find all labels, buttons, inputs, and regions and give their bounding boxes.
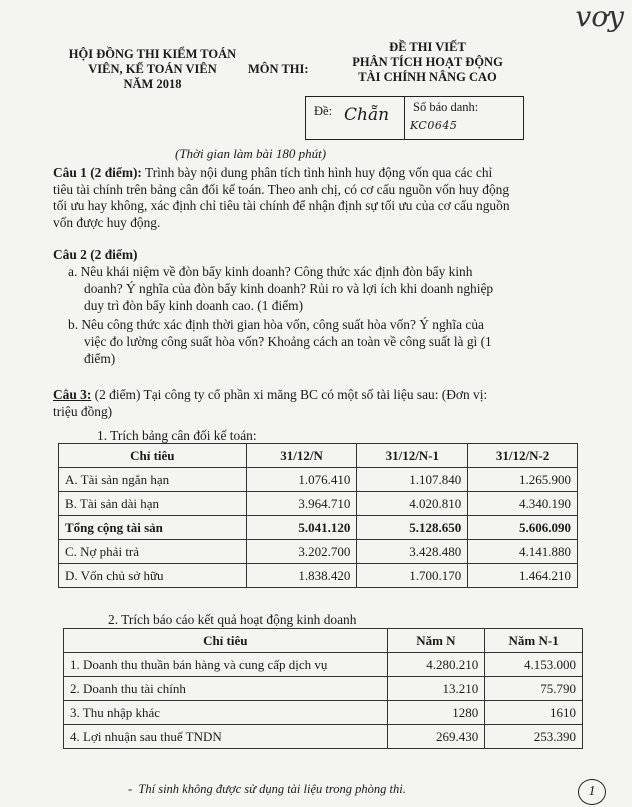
cell-value: 4.153.000 (485, 653, 583, 677)
question-3-label: Câu 3: (53, 387, 92, 402)
row-label: D. Vốn chủ sở hữu (59, 564, 247, 588)
table-header-row (64, 629, 583, 653)
question-2a (68, 264, 568, 314)
question-2-label (53, 247, 573, 264)
candidate-number-label: Số báo danh: (413, 100, 479, 114)
subject-label: MÔN THI: (248, 62, 309, 76)
cell-value: 269.430 (387, 725, 485, 749)
table-row (64, 725, 583, 749)
question-2b-line-1: b. Nêu công thức xác định thời gian hòa vốn, công suất hòa vốn? Ý nghĩa của (68, 317, 484, 332)
row-label: 1. Doanh thu thuần bán hàng và cung cấp dịch vụ (64, 653, 388, 677)
table-row (59, 540, 578, 564)
cell-value: 4.020.810 (357, 492, 468, 516)
table-row (59, 564, 578, 588)
table-1-caption: 1. Trích bảng cân đối kế toán: (97, 428, 257, 443)
header-year-n-1: 31/12/N-1 (357, 444, 468, 468)
header-year-n-2: 31/12/N-2 (468, 444, 578, 468)
table-row (64, 677, 583, 701)
question-1-line-2: tiêu tài chính trên bảng cân đối kế toán. Theo anh chị, có cơ cấu nguồn vốn huy động (53, 181, 510, 197)
cell-value: 1.076.410 (246, 468, 357, 492)
cell-value: 4.340.190 (468, 492, 578, 516)
header-nam-n-1: Năm N-1 (485, 629, 583, 653)
question-2b (68, 317, 568, 367)
table-row-total (59, 516, 578, 540)
table-row (64, 701, 583, 725)
cell-value: 3.202.700 (246, 540, 357, 564)
table-header-row (59, 444, 578, 468)
question-2b-line-2: việc đo lường công suất hòa vốn? Khoảng cách an toàn về công suất là gì (1 (84, 333, 492, 349)
income-statement-table (63, 628, 583, 749)
exam-code-box (305, 96, 524, 140)
exam-title (320, 40, 535, 85)
footer-note-text: Thí sinh không được sử dụng tài liệu trong phòng thi. (138, 782, 406, 796)
cell-value: 4.280.210 (387, 653, 485, 677)
page-number: 1 (578, 779, 606, 805)
cell-value: 13.210 (387, 677, 485, 701)
exam-title-line-2: PHÂN TÍCH HOẠT ĐỘNG (352, 55, 503, 69)
cell-value: 1280 (387, 701, 485, 725)
question-1-line-1: Trình bày nội dung phân tích tình hình huy động vốn qua các chỉ (145, 165, 493, 180)
question-1 (53, 165, 573, 231)
row-label: B. Tài sản dài hạn (59, 492, 247, 516)
question-2a-line-2: doanh? Ý nghĩa của đòn bẩy kinh doanh? Rủi ro và lợi ích khi doanh nghiệp (84, 280, 494, 296)
balance-sheet-table (58, 443, 578, 588)
cell-value: 1.107.840 (357, 468, 468, 492)
handwritten-scribble: vơy (575, 0, 624, 33)
question-3 (53, 387, 573, 420)
question-3-line-2: triệu đồng) (53, 403, 113, 419)
question-3-line-1: (2 điểm) Tại công ty cổ phần xi măng BC có một số tài liệu sau: (Đơn vị: (91, 387, 488, 402)
exam-variant-cell (306, 97, 405, 139)
cell-value: 1610 (485, 701, 583, 725)
exam-council-heading (45, 47, 260, 92)
table-row (59, 468, 578, 492)
row-label: Tổng cộng tài sản (59, 516, 247, 540)
cell-value: 75.790 (485, 677, 583, 701)
cell-value: 1.265.900 (468, 468, 578, 492)
question-1-label: Câu 1 (2 điểm): (53, 165, 142, 180)
table-row (64, 653, 583, 677)
exam-variant-value: Chẵn (344, 105, 390, 125)
candidate-number-cell (405, 97, 523, 139)
cell-value: 1.464.210 (468, 564, 578, 588)
council-line-2: VIÊN, KẾ TOÁN VIÊN (88, 62, 217, 76)
cell-value: 5.128.650 (357, 516, 468, 540)
cell-value: 5.041.120 (246, 516, 357, 540)
time-limit-note: (Thời gian làm bài 180 phút) (175, 146, 327, 161)
question-2a-line-3: duy trì đòn bẩy kinh doanh cao. (1 điểm) (84, 297, 304, 313)
candidate-number-value: KC0645 (410, 119, 458, 132)
header-year-n: 31/12/N (246, 444, 357, 468)
bullet-dash: - (128, 782, 139, 796)
exam-title-line-1: ĐỀ THI VIẾT (389, 40, 466, 54)
question-2a-line-1: a. Nêu khái niệm về đòn bẩy kinh doanh? Công thức xác định đòn bẩy kinh (68, 264, 473, 279)
question-1-line-4: vốn được huy động. (53, 214, 161, 230)
council-line-3: NĂM 2018 (123, 77, 182, 91)
cell-value: 253.390 (485, 725, 583, 749)
council-line-1: HỘI ĐỒNG THI KIỂM TOÁN (68, 47, 237, 61)
cell-value: 1.838.420 (246, 564, 357, 588)
header-nam-n: Năm N (387, 629, 485, 653)
cell-value: 3.964.710 (246, 492, 357, 516)
footer-note (128, 782, 406, 797)
question-2b-line-3: điểm) (84, 350, 116, 366)
exam-title-line-3: TÀI CHÍNH NÂNG CAO (358, 70, 497, 84)
cell-value: 5.606.090 (468, 516, 578, 540)
cell-value: 1.700.170 (357, 564, 468, 588)
exam-variant-label: Đề: (314, 104, 333, 118)
table-2-caption: 2. Trích báo cáo kết quả hoạt động kinh doanh (108, 612, 357, 627)
question-1-line-3: tối ưu hay không, xác định chỉ tiêu tài chính để nhận định sự tối ưu của cơ cấu nguồn (53, 198, 510, 214)
row-label: C. Nợ phải trả (59, 540, 247, 564)
row-label: A. Tài sản ngắn hạn (59, 468, 247, 492)
header-chi-tieu: Chỉ tiêu (59, 444, 247, 468)
cell-value: 4.141.880 (468, 540, 578, 564)
question-2-label-text: Câu 2 (2 điểm) (53, 247, 138, 262)
cell-value: 3.428.480 (357, 540, 468, 564)
row-label: 2. Doanh thu tài chính (64, 677, 388, 701)
table-row (59, 492, 578, 516)
header-chi-tieu: Chỉ tiêu (64, 629, 388, 653)
row-label: 3. Thu nhập khác (64, 701, 388, 725)
row-label: 4. Lợi nhuận sau thuế TNDN (64, 725, 388, 749)
